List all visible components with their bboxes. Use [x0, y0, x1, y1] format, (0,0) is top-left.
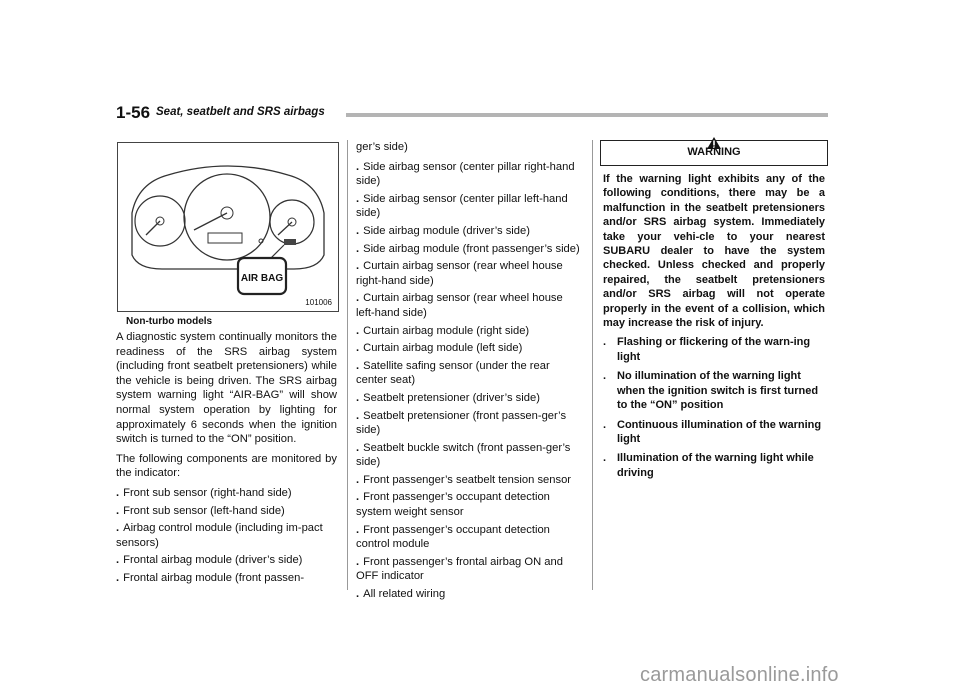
- airbag-badge-label: AIR BAG: [240, 273, 284, 284]
- list-item: . Curtain airbag module (right side): [356, 324, 530, 337]
- list-item: . All related wiring: [356, 588, 446, 601]
- bullet: .: [116, 522, 120, 535]
- bullet: .: [356, 260, 360, 273]
- warning-body: [603, 172, 825, 485]
- bullet: .: [116, 554, 120, 567]
- page-header: [116, 103, 828, 125]
- header-rule: [346, 113, 828, 117]
- list-item: . Front passenger’s occupant detection system weight sensor: [356, 491, 550, 519]
- text-column-2: [356, 140, 582, 605]
- warning-conditions-list: [603, 335, 825, 480]
- bullet: .: [356, 409, 360, 422]
- bullet: .: [603, 370, 607, 383]
- text-column-1: [116, 330, 337, 589]
- bullet: .: [116, 571, 120, 584]
- section-title: Seat, seatbelt and SRS airbags: [156, 106, 325, 118]
- list-item: . Flashing or flickering of the warn-ing light: [603, 336, 811, 363]
- bullet: .: [356, 324, 360, 337]
- list-item: . Side airbag module (driver’s side): [356, 224, 530, 237]
- list-item: . Side airbag sensor (center pillar right-hand side): [356, 160, 575, 188]
- bullet: .: [603, 336, 607, 349]
- bullet: .: [603, 418, 607, 431]
- bullet: .: [356, 441, 360, 454]
- warning-intro: If the warning light exhibits any of the following conditions, there may be a malfunction in the seatbelt pretensioners and/or SRS airbag system. Immediately take your vehi-cle to your nearest SUBARU dealer to have the system checked. Unless checked and properly repaired, the seatbelt pretensioners and/or SRS airbag will not operate properly in the event of a collision, which may increase the risk of injury.: [603, 173, 825, 330]
- bullet: .: [116, 486, 120, 499]
- list-item: . Frontal airbag module (driver’s side): [116, 554, 303, 567]
- figure-caption: Non-turbo models: [126, 316, 213, 327]
- bullet: .: [356, 491, 360, 504]
- list-item: . Front sub sensor (right-hand side): [116, 486, 292, 499]
- bullet: .: [356, 242, 360, 255]
- instrument-cluster-illustration: [118, 143, 338, 311]
- figure-code: 101006: [305, 298, 332, 307]
- list-item: . Seatbelt buckle switch (front passen-ger’s side): [356, 441, 571, 469]
- bullet: .: [356, 391, 360, 404]
- list-item: . Front sub sensor (left-hand side): [116, 504, 285, 517]
- bullet: .: [356, 359, 360, 372]
- bullet: .: [356, 160, 360, 173]
- paragraph: The following components are monitored by the indicator:: [116, 452, 337, 480]
- warning-header-box: [600, 140, 828, 166]
- component-list: [116, 486, 337, 586]
- bullet: .: [356, 192, 360, 205]
- bullet: .: [356, 292, 360, 305]
- page-number: 1-56: [116, 103, 151, 122]
- bullet: .: [356, 555, 360, 568]
- list-item: . Side airbag module (front passenger’s side): [356, 242, 580, 255]
- list-item: . No illumination of the warning light when the ignition switch is first turned to the “ON” position: [603, 370, 819, 412]
- list-item: . Front passenger’s seatbelt tension sensor: [356, 473, 572, 486]
- list-item: . Seatbelt pretensioner (front passen-ger’s side): [356, 409, 567, 437]
- watermark: carmanualsonline.info: [640, 664, 839, 686]
- paragraph: A diagnostic system continually monitors the readiness of the SRS airbag system (including front seatbelt pretensioners) while the vehicle is being driven. The SRS airbag system warning light “AIR-BAG” will show normal system operation by lighting for approximately 6 seconds when the ignition switch is turned to the “ON” position.: [116, 331, 337, 446]
- bullet: .: [116, 504, 120, 517]
- list-item: . Curtain airbag module (left side): [356, 342, 523, 355]
- list-item: . Front passenger’s frontal airbag ON and OFF indicator: [356, 555, 563, 583]
- component-list: [356, 160, 582, 602]
- list-item: . Airbag control module (including im-pact sensors): [116, 522, 323, 549]
- bullet: .: [356, 224, 360, 237]
- list-item: . Seatbelt pretensioner (driver’s side): [356, 391, 540, 404]
- bullet: .: [356, 473, 360, 486]
- bullet: .: [356, 342, 360, 355]
- instrument-cluster-figure: [117, 142, 339, 312]
- list-item: . Frontal airbag module (front passen-: [116, 571, 305, 584]
- column-divider: [347, 140, 348, 590]
- list-item: . Front passenger’s occupant detection control module: [356, 523, 550, 551]
- bullet: .: [603, 452, 607, 465]
- list-item: . Continuous illumination of the warning light: [603, 418, 822, 445]
- warning-title: WARNING: [687, 146, 741, 158]
- continuation-text: ger’s side): [356, 141, 408, 153]
- list-item: . Side airbag sensor (center pillar left-hand side): [356, 192, 568, 220]
- bullet: .: [356, 523, 360, 536]
- list-item: . Curtain airbag sensor (rear wheel house right-hand side): [356, 260, 563, 287]
- bullet: .: [356, 588, 360, 601]
- list-item: . Satellite safing sensor (under the rear center seat): [356, 359, 550, 387]
- list-item: . Curtain airbag sensor (rear wheel house left-hand side): [356, 292, 563, 319]
- column-divider: [592, 140, 593, 590]
- list-item: . Illumination of the warning light while driving: [603, 452, 814, 479]
